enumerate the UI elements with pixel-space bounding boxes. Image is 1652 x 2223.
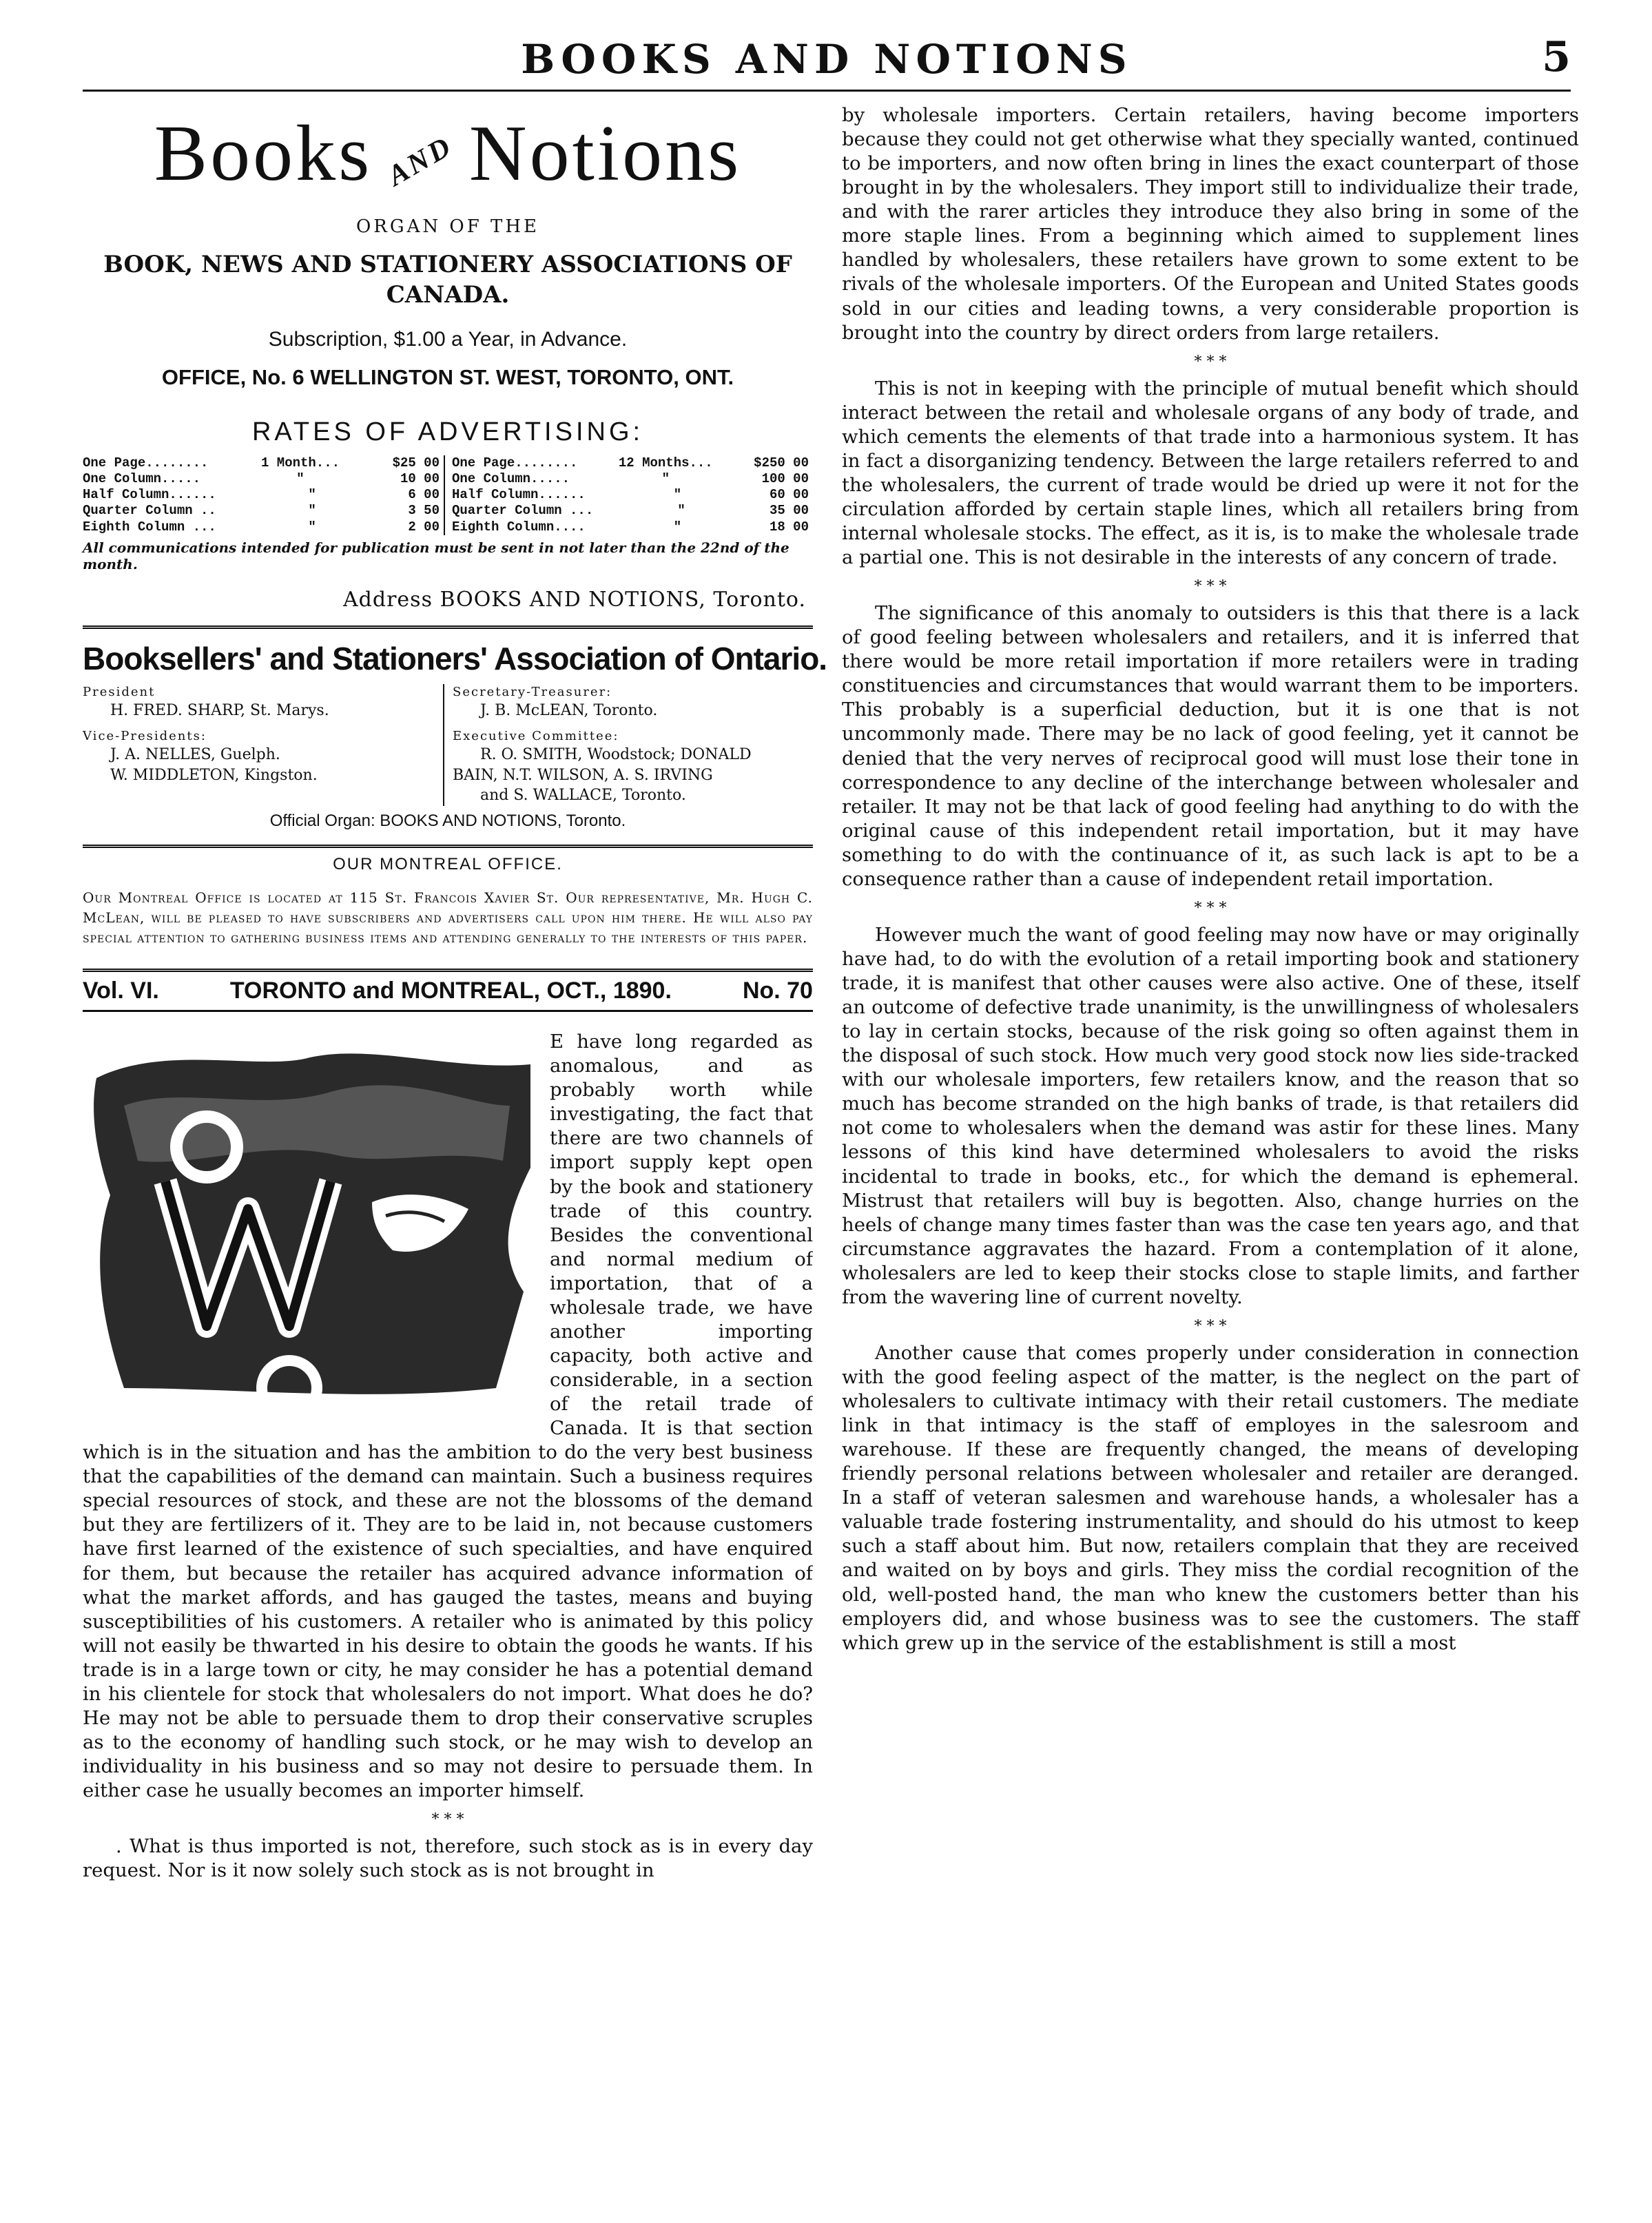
secretary-name: J. B. McLEAN, Toronto. (480, 702, 658, 720)
rate-label: Eighth Column.... (452, 519, 586, 535)
rate-row (452, 503, 813, 519)
rate-term: 1 Month... (260, 455, 340, 471)
rate-term: 12 Months... (618, 455, 713, 471)
rates-note: All communications intended for publication must be sent in not later than the 22nd of the month. (83, 539, 789, 572)
associations-line: BOOK, NEWS AND STATIONERY ASSOCIATIONS OF CANADA. (103, 250, 792, 309)
rate-price: 10 00 (400, 471, 440, 487)
body-paragraph: by wholesale importers. Certain retailers, having become importers because they could not get otherwise what they specially wanted, continued to be importers, and now often bring in lines the exact counterpart of those brought in by the wholesalers. They import still to individualize their trade, and with the rarer articles they introduce they also bring in some of the more staple lines. From a beginning which aimed to supplement lines handled by wholesalers, these retailers have grown to some extent to be rivals of the wholesale importers. Of the European and United States goods sold in our cities and leading towns, a very considerable proportion is brought into the country by direct orders from large retailers. (842, 104, 1579, 344)
rate-row (83, 471, 444, 487)
body-paragraph: This is not in keeping with the principle of mutual benefit which should interact between the retail and wholesale organs of any body of trade, and which cements the elements of that trade into a harmonious system. It has in fact a disorganizing tendency. Between the large retailers referred to and the wholesalers, the current of trade would be dried up were it not for the circulation afforded by certain staple lines, which all retailers bring from internal wholesale stocks. The effect, as it is, is to make the wholesale trade a partial one. This is not desirable in the interests of any concern of trade. (842, 377, 1579, 569)
rate-label: One Column..... (452, 471, 570, 487)
rate-term: " (677, 503, 685, 519)
section-separator: * * * (431, 1811, 464, 1829)
exec-member-2: BAIN, N.T. WILSON, A. S. IRVING (453, 766, 713, 784)
rate-price: 60 00 (769, 487, 809, 503)
section-separator: * * * (1194, 578, 1227, 596)
running-title: BOOKS AND NOTIONS (521, 36, 1133, 83)
montreal-office-box (83, 845, 813, 948)
officers-right (443, 684, 813, 806)
official-organ: Official Organ: BOOKS AND NOTIONS, Toronto. (269, 811, 626, 831)
rate-term: " (308, 487, 316, 503)
montreal-heading: OUR MONTREAL OFFICE. (333, 855, 563, 874)
rate-label: Eighth Column ... (83, 519, 216, 535)
rate-row (452, 487, 813, 503)
rate-price: 100 00 (761, 471, 809, 487)
volume-label: Vol. VI. (83, 978, 159, 1004)
montreal-text: Our Montreal Office is located at 115 St. Francois Xavier St. Our representative, Mr. Hugh C. McLean, will be pleased to have subscribers and advertisers call upon him there. He will also pay special attention to gathering business items and attending generally to the interests of this paper. (83, 889, 813, 947)
masthead-and-mark: AND (382, 130, 459, 193)
body-paragraph: . What is thus imported is not, therefore, such stock as is in every day request. Nor is it now solely such stock as is not brought in (83, 1835, 813, 1882)
office-address: OFFICE, No. 6 WELLINGTON ST. WEST, TORONTO, ONT. (161, 364, 734, 389)
rate-price: $25 00 (392, 455, 440, 471)
exec-member-1: R. O. SMITH, Woodstock; DONALD (480, 746, 752, 764)
rates-monthly (83, 455, 444, 535)
page-number: 5 (1542, 33, 1571, 81)
section-separator: * * * (1194, 1317, 1227, 1335)
rate-label: Half Column...... (83, 487, 216, 503)
rate-price: 18 00 (769, 519, 809, 535)
body-paragraph: The significance of this anomaly to outsiders is this that there is a lack of good feeling between wholesalers and retailers, and it is inferred that there would be more retail importation if more retailers were in trading constituencies and circumstances that would warrant them to be importers. This probably is a superficial deduction, but it is one that is not uncommonly made. There may be no lack of good feeling, yet it cannot be denied that the very nerves of reciprocal good will must lose their tone in correspondence to any decline of the interchange between wholesaler and retailer. It may not be that lack of good feeling had anything to do with the original cause of this independent retail importation, but it may have something to do with the continuance of it, as such lack is apt to be a consequence rather than a cause of independent retail importation. (842, 602, 1579, 890)
rate-term: " (673, 487, 682, 503)
body-paragraph: However much the want of good feeling may now have or may originally have had, to do with the evolution of a retail importing book and stationery trade, it is manifest that other causes were also active. One of these, itself an outcome of defective trade unanimity, is the unwillingness of wholesalers to lay in certain stocks, because of the risk going so often against them in the disposal of such stock. How much very good stock now lies side-tracked with our wholesale importers, few retailers know, and the reason that so much has become stranded on the high banks of trade, is that retailers did not come to wholesalers when the demand was astir for these lines. Many lessons of this kind have determined wholesalers to avoid the risks incidental to trade in books, etc., for which the demand is ephemeral. Mistrust that retailers will buy is begotten. Also, change hurries on the heels of change many times faster than was the case ten years ago, and that circumstance aggravates the hazard. From a contemplation of it alone, wholesalers are led to keep their stocks close to staple limits, and farther from the wavering line of current novelty. (842, 923, 1579, 1308)
officers-left (83, 684, 443, 806)
masthead-notions: Notions (468, 110, 742, 198)
section-separator: * * * (1194, 899, 1227, 917)
left-column (83, 103, 827, 1883)
rate-label: Quarter Column ... (452, 503, 594, 519)
rate-price: $250 00 (754, 455, 809, 471)
issue-number: No. 70 (742, 978, 813, 1004)
rate-price: 35 00 (769, 503, 809, 519)
rate-row (452, 519, 813, 535)
rate-price: 6 00 (408, 487, 440, 503)
rate-term: " (673, 519, 682, 535)
lead-article (83, 1030, 813, 1883)
body-paragraph: Another cause that comes properly under consideration in connection with the good feeling aspect of the matter, is the neglect on the part of wholesalers to cultivate intimacy with their retail customers. The mediate link in that intimacy is the staff of employes in the salesroom and warehouse. If these are frequently changed, the means of developing friendly personal relations between wholesaler and retailer are deranged. In a staff of veteran salesmen and warehouse hands, a wholesaler has a valuable trade fostering instrumentality, and should do his utmost to keep such a staff about him. But now, retailers complain that they are received and waited on by boys and girls. They miss the cordial recognition of the old, well-posted hand, the man who knew the customers better than his employers did, and whose business was to see the customers. The staff which grew up in the service of the establishment is still a most (842, 1341, 1579, 1654)
rate-label: One Page........ (83, 455, 209, 471)
address-line: Address BOOKS AND NOTIONS, Toronto. (343, 587, 806, 612)
issue-line (83, 969, 813, 1012)
vice-role: Vice-Presidents: (83, 728, 207, 743)
rate-term: " (308, 503, 316, 519)
organ-line: ORGAN OF THE (355, 216, 540, 237)
rate-row (83, 503, 444, 519)
rate-label: Quarter Column .. (83, 503, 216, 519)
running-head (83, 28, 1571, 92)
rate-term: " (308, 519, 316, 535)
rate-price: 3 50 (408, 503, 440, 519)
exec-member-3: and S. WALLACE, Toronto. (480, 787, 686, 805)
secretary-role: Secretary-Treasurer: (453, 684, 612, 699)
rate-row (83, 487, 444, 503)
rates-table (83, 455, 813, 535)
subscription-line: Subscription, $1.00 a Year, in Advance. (268, 327, 628, 351)
issue-place-date: TORONTO and MONTREAL, OCT., 1890. (229, 978, 672, 1004)
rate-price: 2 00 (408, 519, 440, 535)
rate-term: " (661, 471, 670, 487)
rate-label: One Page........ (452, 455, 578, 471)
rate-row (83, 455, 444, 471)
masthead-books: Books (154, 110, 373, 198)
decorative-initial-w (83, 1030, 537, 1416)
masthead-title (83, 110, 813, 198)
section-separator: * * * (1194, 353, 1227, 371)
rate-label: Half Column...... (452, 487, 586, 503)
rate-label: One Column..... (83, 471, 201, 487)
association-title: Booksellers' and Stationers' Association of Ontario. (83, 640, 827, 676)
president-role: President (83, 684, 156, 699)
rate-term: " (296, 471, 304, 487)
association-box (83, 625, 827, 831)
vice-president-1: J. A. NELLES, Guelph. (110, 746, 280, 764)
right-column (842, 103, 1579, 1655)
officers-list (83, 684, 813, 806)
vice-president-2: W. MIDDLETON, Kingston. (110, 766, 318, 784)
exec-role: Executive Committee: (453, 728, 619, 743)
rate-row (452, 455, 813, 471)
rates-heading: RATES OF ADVERTISING: (251, 417, 644, 446)
rate-row (83, 519, 444, 535)
ornamental-w-illustration (83, 1030, 537, 1416)
rates-yearly (444, 455, 813, 535)
lead-paragraph: E have long regarded as anomalous, and as probably worth while investigating, the fact that there are two channels of import supply kept open by the book and stationery trade of this country. Besides the conventional and normal medium of importation, that of a wholesale trade, we have another importing capacity, both active and considerable, in a section of the retail trade of Canada. It is that section which is in the situation and has the ambition to do the very best business that the capabilities of the demand can maintain. Such a business requires special resources of stock, and these are not the blossoms of the demand but they are fertilizers of it. They are to be laid in, not because customers have first learned of the existence of such specialties, and have enquired for them, but because the retailer has acquired advance information of what the market affords, and has gauged the tastes, means and buying susceptibilities of his customers. A retailer who is animated by this policy will not easily be thwarted in his desire to obtain the goods he wants. If his trade is in a large town or city, he may consider he has a potential demand in his clientele for stock that wholesalers do not import. What does he do? He may not be able to persuade them to drop their conservative scruples as to the economy of handling such stock, or he may wish to develop an individuality in his business and so may not desire to persuade them. In either case he usually becomes an importer himself. (83, 1031, 813, 1802)
rate-row (452, 471, 813, 487)
president-name: H. FRED. SHARP, St. Marys. (110, 702, 329, 720)
